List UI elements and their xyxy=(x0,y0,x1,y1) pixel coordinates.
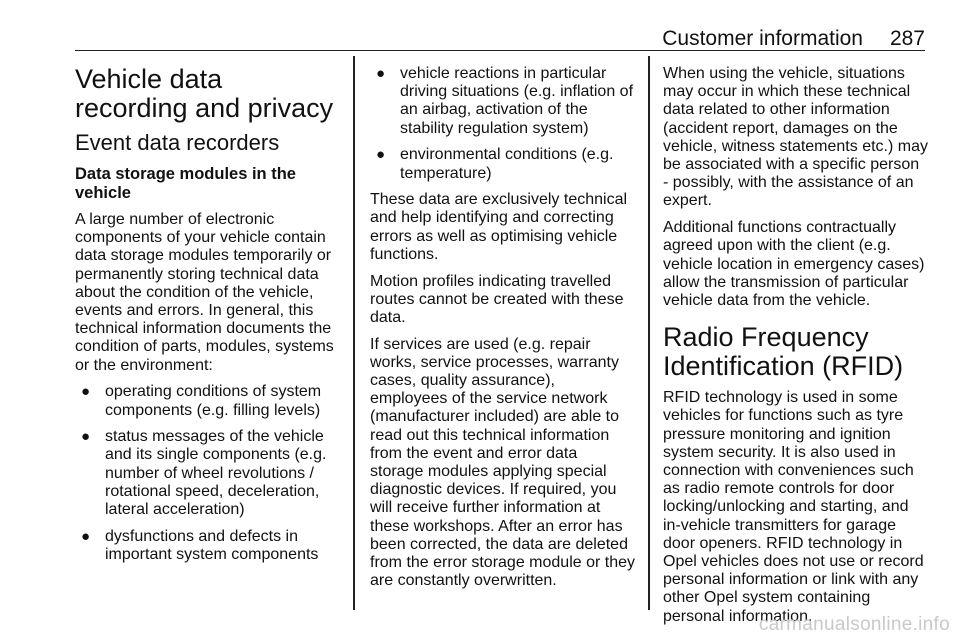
bullet-icon: ● xyxy=(376,65,386,82)
page-header xyxy=(75,28,925,51)
heading-event-data-recorders: Event data recorders xyxy=(75,130,280,155)
bullet-icon: ● xyxy=(81,527,91,545)
column-1 xyxy=(75,65,340,573)
paragraph-situations: When using the vehicle, situations may occur in which these technical data related to other information (accident report, damages on the vehicle, witness statements etc.) may be associated with a specific person - possibly, with the assistance of an expert. xyxy=(663,65,928,210)
paragraph-rfid: RFID technology is used in some vehicles for functions such as tyre pressure monitoring and ignition system security. It is also used in connection with conveniences such as radio remote controls for door locking/unlocking and starting, and in-vehicle transmitters for garage door openers. RFID technology in Opel vehicles does not use or record personal information or link with any other Opel system containing personal information. xyxy=(663,389,924,625)
bullet-list-2 xyxy=(370,65,635,183)
list-item: ● dysfunctions and defects in important system components xyxy=(81,527,319,563)
paragraph-technical-data: These data are exclusively technical and help identifying and correcting errors as well as optimising vehicle functions. xyxy=(370,191,628,263)
column-3 xyxy=(663,65,928,634)
bullet-icon: ● xyxy=(81,428,91,446)
list-item: ● status messages of the vehicle and its single components (e.g. number of wheel revolutions / rotational speed, deceleration, lateral acceleration) xyxy=(81,428,327,519)
bullet-icon: ● xyxy=(81,383,91,401)
column-divider-2 xyxy=(648,56,650,610)
column-2 xyxy=(370,65,635,599)
paragraph-services: If services are used (e.g. repair works, service processes, warranty cases, quality assurance), employees of the service network (manufacturer included) are able to read out this technical information from the event and error data storage modules applying special diagnostic devices. If required, you will receive further information at these workshops. After an error has been corrected, the data are deleted from the error storage module or they are constantly overwritten. xyxy=(370,335,636,590)
heading-vehicle-data-recording: Vehicle data recording and privacy xyxy=(75,64,334,123)
bullet-list-1 xyxy=(75,383,340,564)
section-title: Customer information xyxy=(662,27,863,50)
list-item: ● vehicle reactions in particular driving situations (e.g. inflation of an airbag, activation of the stability regulation system) xyxy=(376,65,634,137)
bullet-icon: ● xyxy=(376,146,386,164)
watermark: carmanualsonline.info xyxy=(758,614,950,635)
paragraph-motion-profiles: Motion profiles indicating travelled routes cannot be created with these data. xyxy=(370,272,624,326)
heading-rfid: Radio Frequency Identification (RFID) xyxy=(663,322,904,382)
heading-data-storage-modules: Data storage modules in the vehicle xyxy=(75,165,296,202)
paragraph-additional-functions: Additional functions contractually agreed upon with the client (e.g. vehicle location in emergency cases) allow the transmission of particular vehicle data from the vehicle. xyxy=(663,219,925,309)
page-number: 287 xyxy=(889,27,925,50)
column-divider-1 xyxy=(353,56,355,610)
paragraph-intro: A large number of electronic components of your vehicle contain data storage modules temporarily or permanently storing technical data about the condition of the vehicle, events and errors. In general, this technical information documents the condition of parts, modules, systems or the environment: xyxy=(75,211,334,374)
list-item: ● environmental conditions (e.g. temperature) xyxy=(376,146,614,182)
list-item: ● operating conditions of system components (e.g. filling levels) xyxy=(81,383,322,419)
